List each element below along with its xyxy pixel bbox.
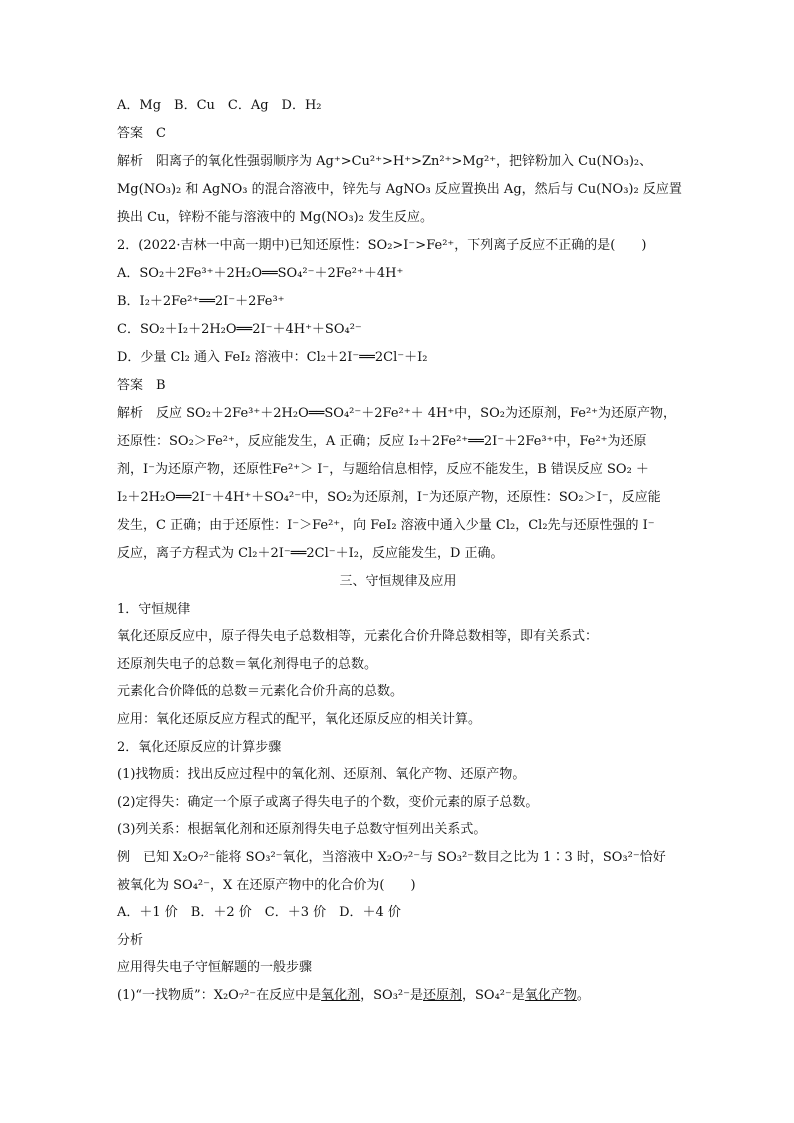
answer-label: 答案 C <box>117 126 166 141</box>
analysis-paragraph: 换出 Cu，锌粉不能与溶液中的 Mg(NO₃)₂ 发生反应。 <box>117 210 433 225</box>
analysis-paragraph: I₂＋2H₂O══2I⁻＋4H⁺＋SO₄²⁻中，SO₂为还原剂，I⁻为还原产物，还原性：SO₂＞I⁻，反应能 <box>117 490 661 505</box>
analysis-paragraph: 解析 反应 SO₂＋2Fe³⁺＋2H₂O══SO₄²⁻＋2Fe²⁺＋ 4H⁺中，SO₂为还原剂，Fe²⁺为还原产物， <box>117 406 677 421</box>
step-item: (2)定得失：确定一个原子或离子得失电子的个数，变价元素的原子总数。 <box>117 794 539 810</box>
analysis-paragraph: 发生，C 正确；由于还原性：I⁻＞Fe²⁺，向 FeI₂ 溶液中通入少量 Cl₂，Cl₂先与还原性强的 I⁻ <box>117 518 655 533</box>
options-line: A．＋1 价 B．＋2 价 C．＋3 价 D．＋4 价 <box>117 905 401 921</box>
analysis-paragraph: Mg(NO₃)₂ 和 AgNO₃ 的混合溶液中，锌先与 AgNO₃ 反应置换出 Ag，然后与 Cu(NO₃)₂ 反应置 <box>117 182 682 197</box>
underlined-term: 氧化产物 <box>524 987 577 1003</box>
step-item <box>117 982 679 1010</box>
option-d: D．少量 Cl₂ 通入 FeI₂ 溶液中：Cl₂＋2I⁻══2Cl⁻＋I₂ <box>117 350 428 365</box>
option-c: C．SO₂＋I₂＋2H₂O══2I⁻＋4H⁺＋SO₄²⁻ <box>117 322 362 337</box>
text-span: (1)“一找物质”：X₂O₇²⁻在反应中是 <box>117 987 322 1003</box>
text-span: 。 <box>576 987 590 1003</box>
example-stem: 例 已知 X₂O₇²⁻能将 SO₃²⁻氧化，当溶液中 X₂O₇²⁻与 SO₃²⁻数目之比为 1∶3 时，SO₃²⁻恰好 <box>117 849 666 865</box>
step-item: (1)找物质：找出反应过程中的氧化剂、还原剂、氧化产物、还原产物。 <box>117 767 526 783</box>
subheading: 2．氧化还原反应的计算步骤 <box>117 739 282 755</box>
question-stem: 2．(2022·吉林一中高一期中)已知还原性：SO₂>I⁻>Fe²⁺，下列离子反应不正确的是( ) <box>117 238 647 253</box>
underlined-term: 还原剂 <box>423 987 463 1003</box>
analysis-label: 分析 <box>117 932 144 948</box>
option-a: A．SO₂＋2Fe³⁺＋2H₂O══SO₄²⁻＋2Fe²⁺＋4H⁺ <box>117 266 404 281</box>
body-text: 还原剂失电子的总数＝氧化剂得电子的总数。 <box>117 656 378 672</box>
analysis-paragraph: 剂，I⁻为还原产物，还原性Fe²⁺＞ I⁻，与题给信息相悖，反应不能发生，B 错误反应 SO₂ ＋ <box>117 462 649 477</box>
body-text: 应用得失电子守恒解题的一般步骤 <box>117 960 313 976</box>
answer-label: 答案 B <box>117 378 166 393</box>
text-span: ，SO₄²⁻是 <box>462 987 525 1003</box>
example-stem: 被氧化为 SO₄²⁻，X 在还原产物中的化合价为( ) <box>117 877 416 893</box>
document-page <box>117 92 682 1010</box>
subheading: 1．守恒规律 <box>117 601 191 617</box>
body-text: 元素化合价降低的总数＝元素化合价升高的总数。 <box>117 684 404 700</box>
analysis-paragraph: 反应，离子方程式为 Cl₂＋2I⁻══2Cl⁻＋I₂，反应能发生，D 正确。 <box>117 546 504 561</box>
step-item: (3)列关系：根据氧化剂和还原剂得失电子总数守恒列出关系式。 <box>117 822 487 838</box>
section-heading: 三、守恒规律及应用 <box>339 574 457 589</box>
text-span: ，SO₃²⁻是 <box>360 987 423 1003</box>
analysis-paragraph: 解析 阳离子的氧化性强弱顺序为 Ag⁺>Cu²⁺>H⁺>Zn²⁺>Mg²⁺，把锌粉加入 Cu(NO₃)₂、 <box>117 154 653 169</box>
analysis-paragraph: 还原性：SO₂＞Fe²⁺，反应能发生，A 正确；反应 I₂＋2Fe²⁺══2I⁻＋2Fe³⁺中，Fe²⁺为还原 <box>117 434 647 449</box>
body-text: 应用：氧化还原反应方程式的配平，氧化还原反应的相关计算。 <box>117 711 482 727</box>
body-text: 氧化还原反应中，原子得失电子总数相等，元素化合价升降总数相等，即有关系式： <box>117 629 599 645</box>
options-line: A．Mg B．Cu C．Ag D．H₂ <box>117 98 322 113</box>
underlined-term: 氧化剂 <box>321 987 361 1003</box>
option-b: B．I₂＋2Fe²⁺══2I⁻＋2Fe³⁺ <box>117 294 285 309</box>
